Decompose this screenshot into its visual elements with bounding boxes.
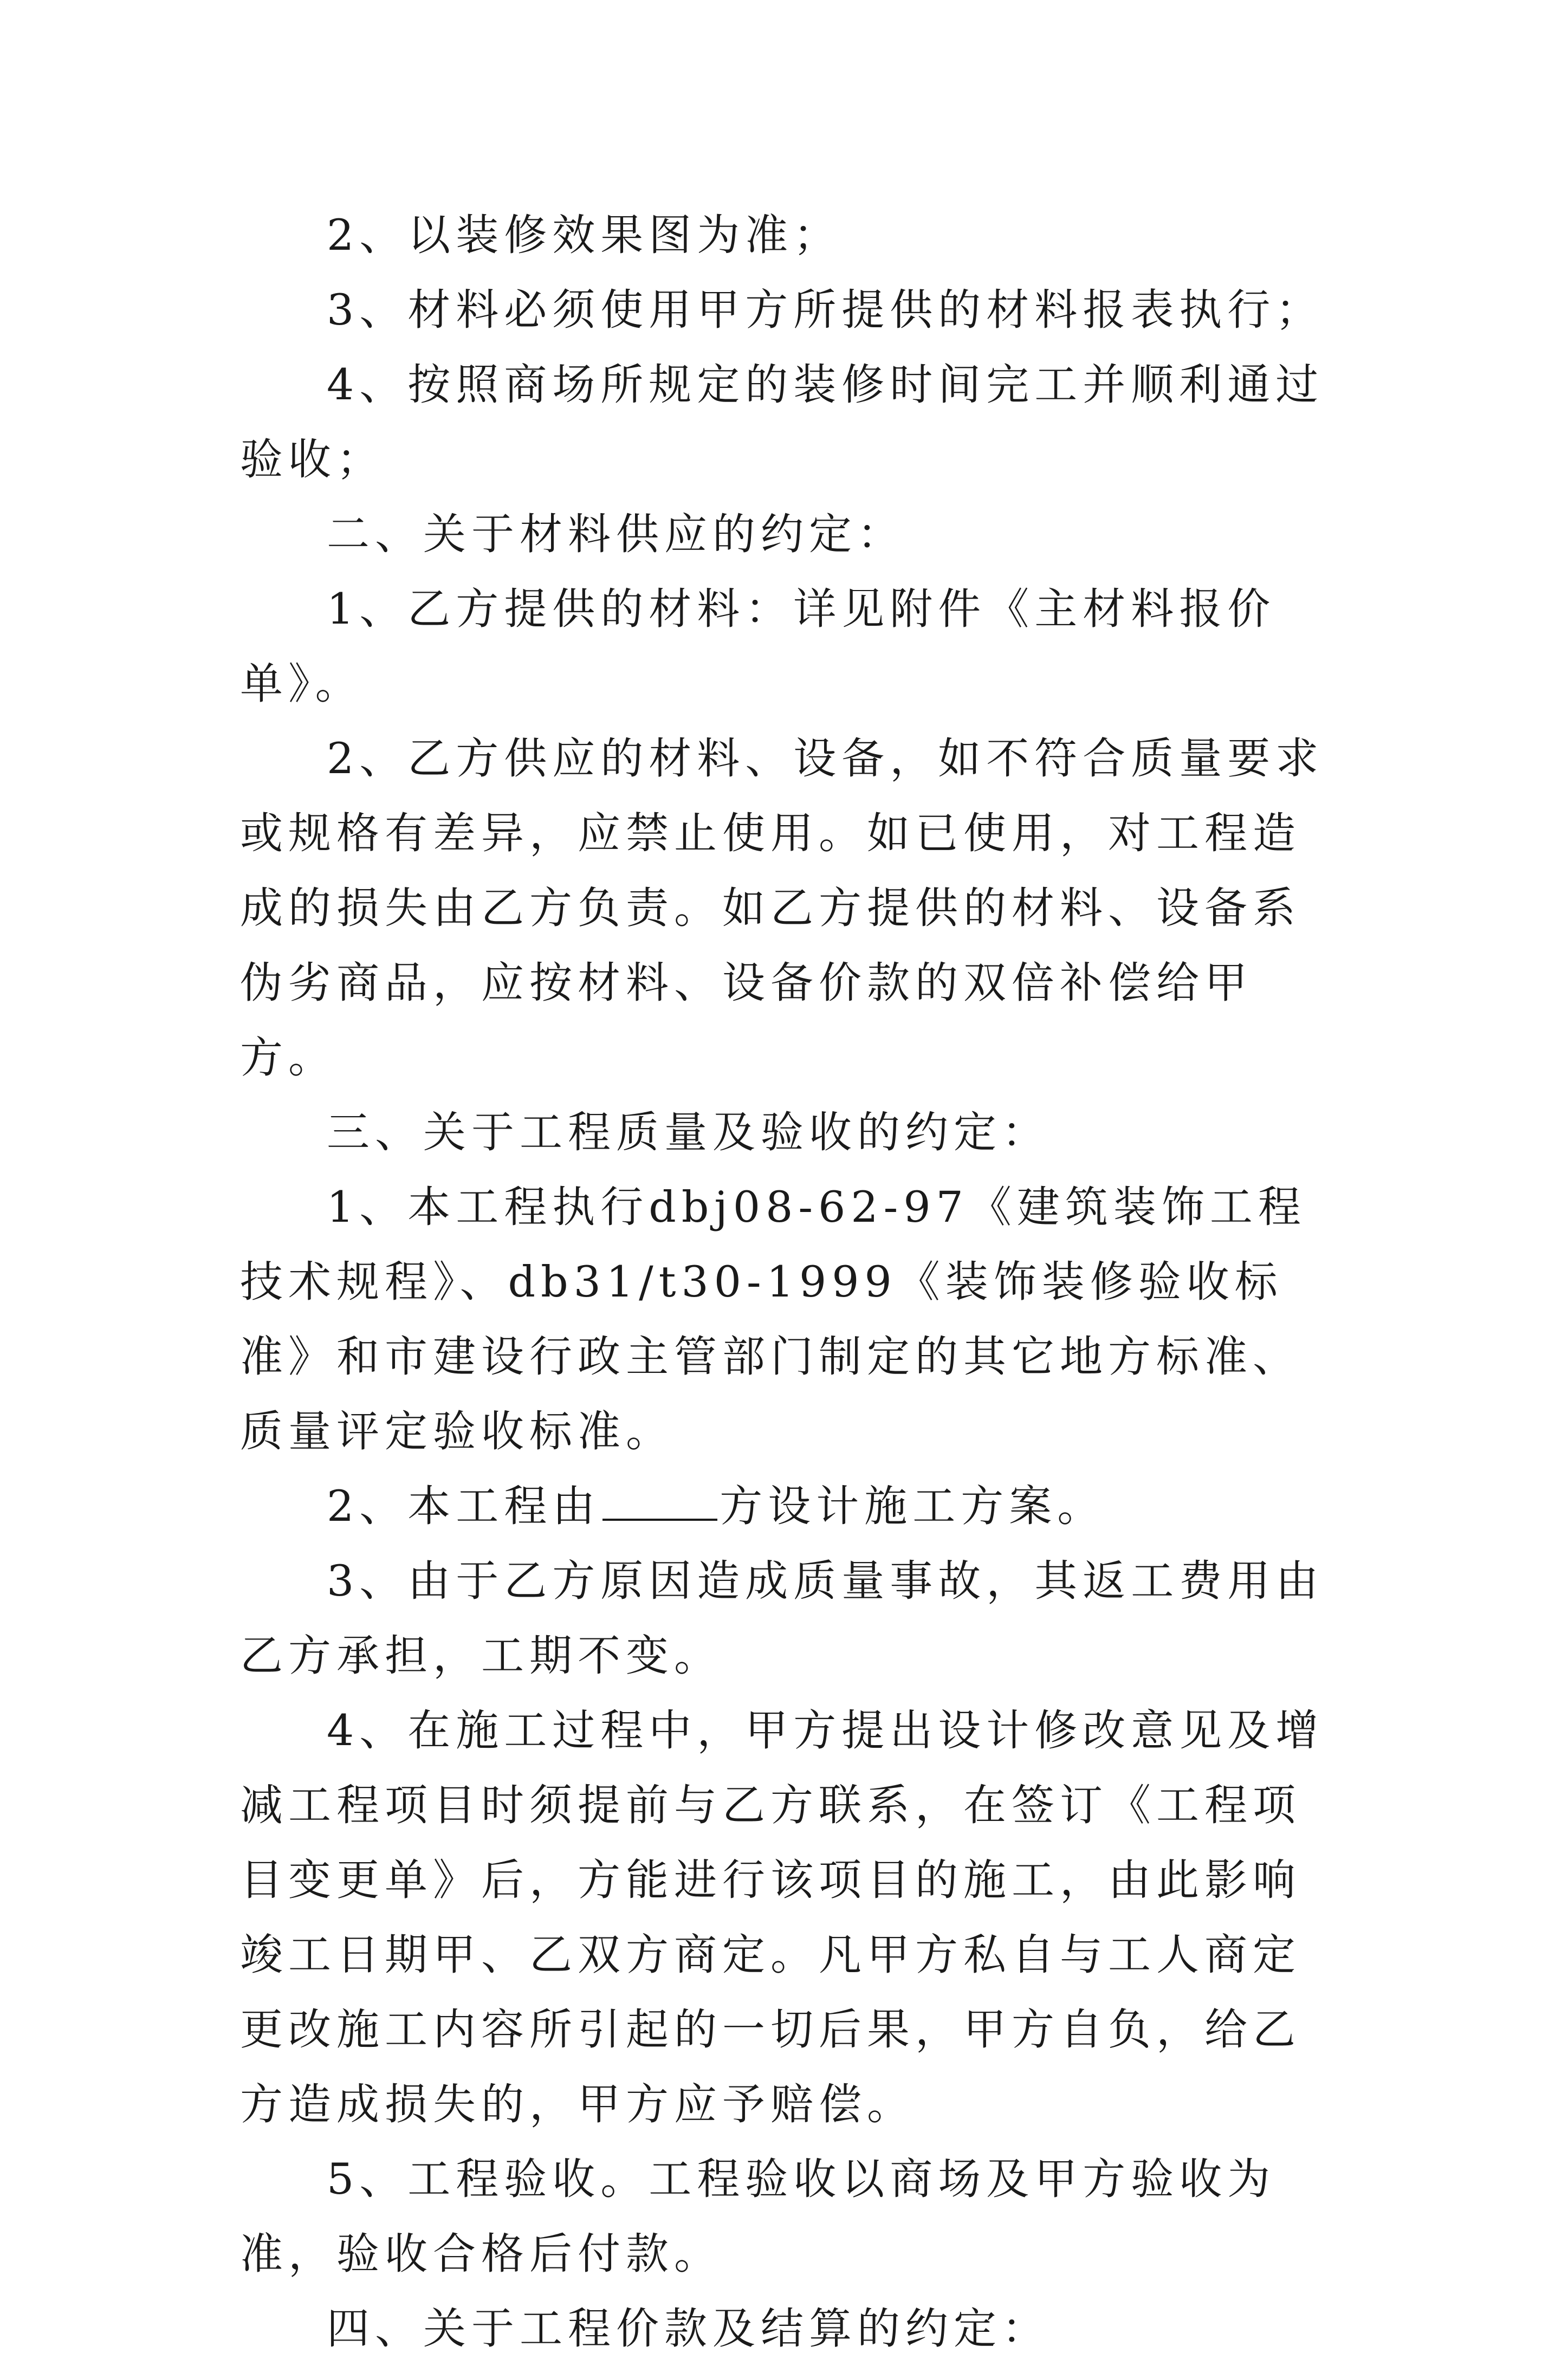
paragraph-materials-2: 2、乙方供应的材料、设备，如不符合质量要求或规格有差异，应禁止使用。如已使用，对工程造成的损失由乙方负责。如乙方提供的材料、设备系伪劣商品，应按材料、设备价款的双倍补偿给甲方。 bbox=[240, 734, 1324, 1082]
paragraph-quality-4: 4、在施工过程中，甲方提出设计修改意见及增减工程项目时须提前与乙方联系，在签订《工程项目变更单》后，方能进行该项目的施工，由此影响竣工日期甲、乙双方商定。凡甲方私自与工人商定更改施工内容所引起的一切后果，甲方自负，给乙方造成损失的，甲方应予赔偿。 bbox=[240, 1706, 1324, 2129]
section-heading-quality: 三、关于工程质量及验收的约定： bbox=[327, 1107, 1050, 1157]
paragraph-materials-1: 1、乙方提供的材料：详见附件《主材料报价单》。 bbox=[240, 584, 1276, 709]
section-heading-payment: 四、关于工程价款及结算的约定： bbox=[327, 2304, 1050, 2354]
contract-body bbox=[240, 198, 1329, 2366]
paragraph-item-2: 2、以装修效果图为准； bbox=[327, 210, 842, 260]
section-heading-materials: 二、关于材料供应的约定： bbox=[327, 509, 905, 559]
design-clause-prefix: 2、本工程由 bbox=[327, 1481, 601, 1531]
fill-in-blank[interactable] bbox=[602, 1481, 717, 1521]
paragraph-item-3: 3、材料必须使用甲方所提供的材料报表执行； bbox=[327, 285, 1324, 335]
paragraph-quality-3: 3、由于乙方原因造成质量事故，其返工费用由乙方承担，工期不变。 bbox=[240, 1556, 1324, 1681]
paragraph-quality-2 bbox=[240, 1469, 1329, 1544]
paragraph-quality-5: 5、工程验收。工程验收以商场及甲方验收为准，验收合格后付款。 bbox=[240, 2154, 1276, 2279]
paragraph-quality-1: 1、本工程执行dbj08-62-97《建筑装饰工程技术规程》、db31/t30-1999《装饰装修验收标准》和市建设行政主管部门制定的其它地方标准、质量评定验收标准。 bbox=[240, 1182, 1306, 1456]
design-clause-suffix: 方设计施工方案。 bbox=[720, 1481, 1106, 1531]
paragraph-item-4: 4、按照商场所规定的装修时间完工并顺利通过验收； bbox=[240, 360, 1324, 484]
